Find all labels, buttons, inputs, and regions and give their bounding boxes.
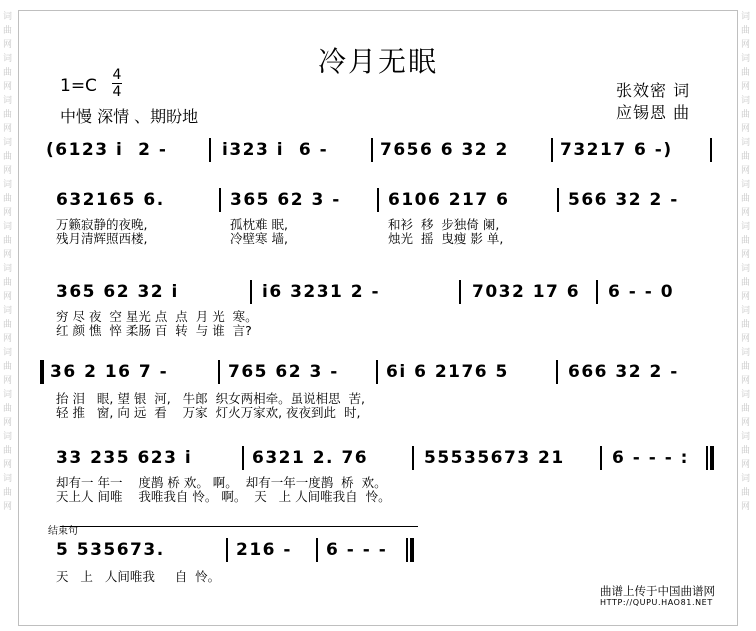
measure-r5-m1: 216 - xyxy=(236,540,292,560)
measure-r1-m3: 566 32 2 - xyxy=(568,190,679,210)
lyrics-r4-v1: 却有一 年一 度鹊 桥 欢。 啊。 却有一年一度鹊 桥 欢。 xyxy=(56,475,387,490)
final-barline-thick xyxy=(410,538,414,562)
measure-r0-m3: 73217 6 -) xyxy=(560,140,673,160)
barline xyxy=(218,360,220,384)
measure-r1-m2: 6106 217 6 xyxy=(388,190,510,210)
barline xyxy=(556,360,558,384)
tempo-marking: 中慢 深情 、期盼地 xyxy=(60,107,199,126)
repeat-end-barline-thick xyxy=(710,446,714,470)
watermark-left: 词曲网词曲网词曲网词曲网词曲网词曲网词曲网词曲网词曲网词曲网词曲网词曲网 xyxy=(3,12,13,512)
measure-r5-m0: 5 535673. xyxy=(56,540,165,560)
barline xyxy=(459,280,461,304)
lyricist-credit: 张效密 词 xyxy=(616,81,691,100)
song-title: 冷月无眠 xyxy=(317,45,438,78)
measure-r2-m2: 7032 17 6 xyxy=(472,282,581,302)
barline xyxy=(557,188,559,212)
measure-r3-m2: 6i 6 2176 5 xyxy=(386,362,509,382)
measure-r0-m1: i323 i 6 - xyxy=(222,140,329,160)
measure-r2-m1: i6 3231 2 - xyxy=(262,282,381,302)
barline xyxy=(377,188,379,212)
lyrics-r1-v2b: 冷壁寒 墙, xyxy=(230,231,288,246)
measure-r1-m0: 632165 6. xyxy=(56,190,165,210)
lyrics-r1-v2c: 烛光 摇 曳瘦 影 单, xyxy=(388,231,504,246)
barline xyxy=(226,538,228,562)
watermark-right: 词曲网词曲网词曲网词曲网词曲网词曲网词曲网词曲网词曲网词曲网词曲网词曲网 xyxy=(741,12,751,512)
time-signature xyxy=(112,68,122,99)
barline xyxy=(219,188,221,212)
measure-r3-m3: 666 32 2 - xyxy=(568,362,679,382)
lyrics-r1-v1: 万籁寂静的夜晚, xyxy=(56,217,148,232)
lyrics-r1-v1b: 孤枕难 眠, xyxy=(230,217,288,232)
ending-bracket xyxy=(60,526,418,527)
measure-r3-m0: 36 2 16 7 - xyxy=(50,362,169,382)
lyrics-r2-v2: 红 颜 憔 悴 柔肠 百 转 与 谁 言? xyxy=(56,323,252,338)
barline xyxy=(209,138,211,162)
lyrics-r5-v1: 天 上 人间唯我 自 怜。 xyxy=(56,569,221,584)
measure-r4-m3: 6 - - - : xyxy=(612,448,689,468)
barline xyxy=(250,280,252,304)
site-credit: 曲谱上传于中国曲谱网 xyxy=(600,584,715,598)
measure-r2-m0: 365 62 32 i xyxy=(56,282,179,302)
lyrics-r4-v2: 天上人 间唯 我唯我自 怜。 啊。 天 上 人间唯我自 怜。 xyxy=(56,489,391,504)
measure-r4-m0: 33 235 623 i xyxy=(56,448,193,468)
lyrics-r3-v1: 抬 泪 眼, 望 银 河, 牛郎 织女两相牵。虽说相思 苦, xyxy=(56,391,366,406)
lyrics-r1-v1c: 和衫 移 步独倚 阑, xyxy=(388,217,500,232)
lyrics-r1-v2: 残月清辉照西楼, xyxy=(56,231,148,246)
barline xyxy=(551,138,553,162)
measure-r4-m1: 6321 2. 76 xyxy=(252,448,369,468)
measure-r3-m1: 765 62 3 - xyxy=(228,362,339,382)
repeat-start-barline xyxy=(40,360,44,384)
time-bottom: 4 xyxy=(112,84,122,100)
final-barline-thin xyxy=(406,538,408,562)
measure-r5-m2: 6 - - - xyxy=(326,540,388,560)
measure-r0-m2: 7656 6 32 2 xyxy=(380,140,509,160)
measure-r1-m1: 365 62 3 - xyxy=(230,190,341,210)
barline xyxy=(376,360,378,384)
lyrics-r3-v2: 轻 推 窗, 向 远 看 万家 灯火万家欢, 夜夜到此 时, xyxy=(56,405,361,420)
composer-credit: 应锡恩 曲 xyxy=(616,103,691,122)
barline xyxy=(242,446,244,470)
measure-r2-m3: 6 - - 0 xyxy=(608,282,675,302)
measure-r4-m2: 55535673 21 xyxy=(424,448,565,468)
barline xyxy=(596,280,598,304)
barline xyxy=(710,138,712,162)
barline xyxy=(600,446,602,470)
measure-r0-m0: (6123 i 2 - xyxy=(46,140,168,160)
site-url: HTTP://QUPU.HAO81.NET xyxy=(600,598,713,607)
lyrics-r2-v1: 穷 尽 夜 空 星光 点 点 月 光 寒。 xyxy=(56,309,258,324)
time-top: 4 xyxy=(112,67,122,83)
barline xyxy=(316,538,318,562)
ending-caption: 结束句 xyxy=(48,526,78,537)
repeat-end-barline-thin xyxy=(706,446,708,470)
barline xyxy=(371,138,373,162)
barline xyxy=(412,446,414,470)
key-signature: 1=C xyxy=(60,76,97,96)
